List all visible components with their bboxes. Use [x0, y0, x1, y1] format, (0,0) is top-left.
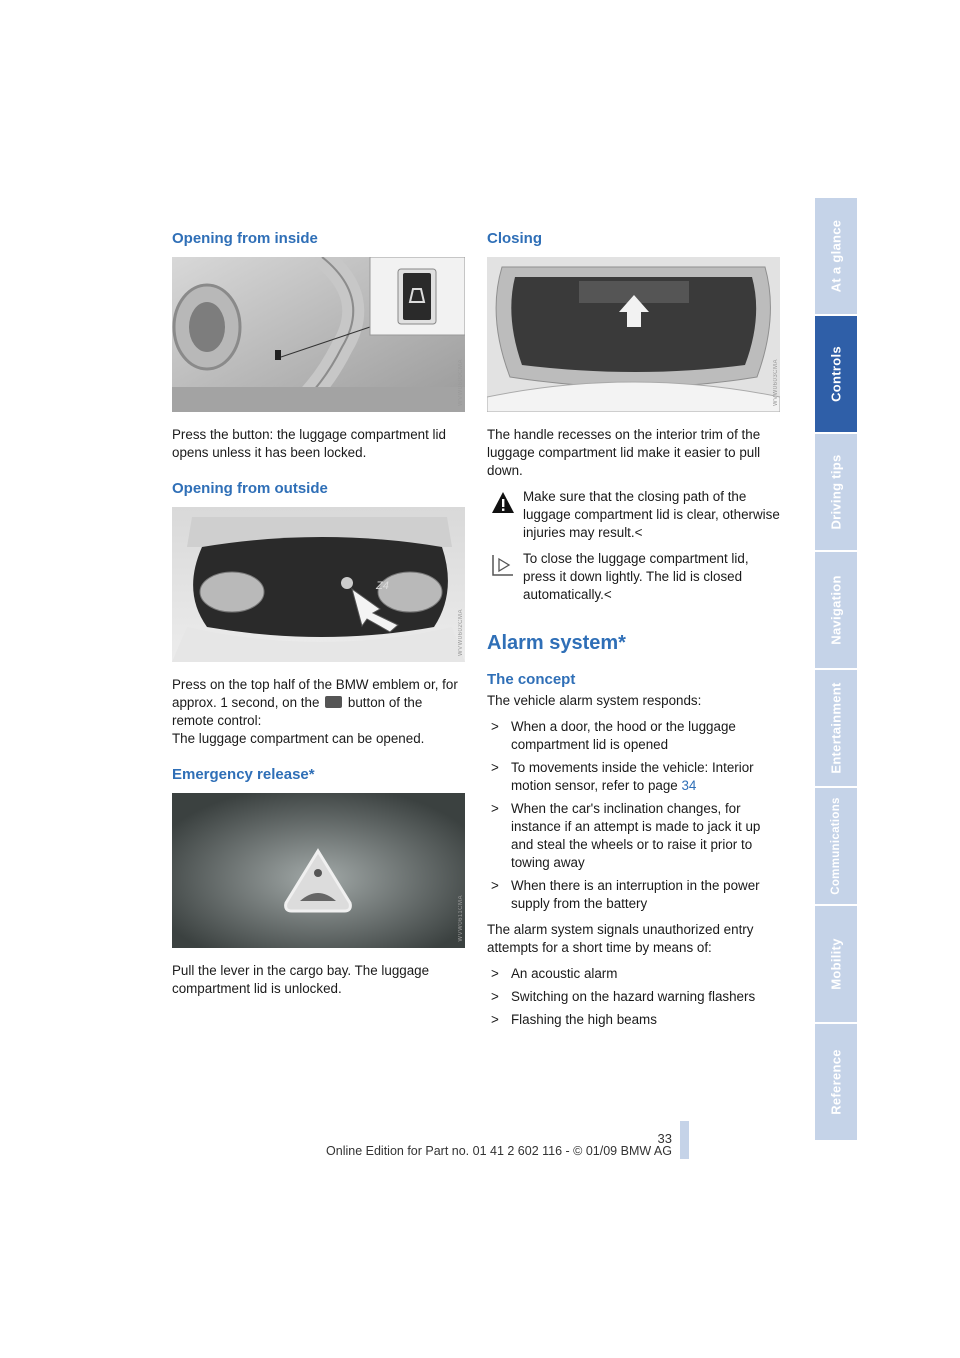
trunk-button-icon	[325, 696, 342, 708]
paragraph-closing: The handle recesses on the interior trim of the luggage compartment lid make it easier to pull down.	[487, 427, 761, 478]
tab-driving-tips[interactable]: Driving tips	[815, 434, 857, 552]
paragraph-opening-outside: Press on the top half of the BMW emblem or, for approx. 1 second, on the button of the remote control: The luggage compartment can be opened.	[172, 677, 458, 746]
tab-reference[interactable]: Reference	[815, 1024, 857, 1142]
alarm-signal-list	[487, 965, 782, 1029]
image-code: WVW0600CMA	[458, 358, 464, 406]
paragraph-alarm-intro: The vehicle alarm system responds:	[487, 693, 702, 708]
section-heading-alarm-system: Alarm system*	[487, 632, 626, 654]
image-code: WVW0602CMA	[458, 608, 464, 656]
figure-closing	[487, 257, 780, 412]
list-item: > Flashing the high beams	[491, 1012, 657, 1027]
footer-bar	[680, 1121, 689, 1159]
list-item: > An acoustic alarm	[491, 966, 618, 981]
subheading-concept: The concept	[487, 671, 576, 688]
figure-opening-inside	[172, 257, 465, 412]
list-item: > To movements inside the vehicle: Interior motion sensor, refer to page 34	[491, 760, 754, 793]
z4-badge: Z4	[376, 580, 389, 592]
page-number: 33	[657, 1131, 672, 1146]
tab-navigation[interactable]: Navigation	[815, 552, 857, 670]
alarm-trigger-list	[487, 718, 782, 913]
warning-triangle-icon	[491, 491, 515, 515]
image-code: WVW0611CMA	[458, 895, 464, 942]
page-link-34[interactable]: 34	[681, 778, 697, 793]
paragraph-alarm-signals: The alarm system signals unauthorized entry attempts for a short time by means of:	[487, 922, 754, 955]
right-column	[487, 230, 782, 1037]
list-item: > Switching on the hazard warning flashers	[491, 989, 756, 1004]
warning-note: Make sure that the closing path of the luggage compartment lid is clear, otherwise injuries may result.<	[487, 488, 782, 542]
image-code: WVW0603CMA	[773, 358, 779, 406]
footer-text: Online Edition for Part no. 01 41 2 602 116 - © 01/09 BMW AG	[326, 1144, 672, 1158]
note-corner-icon	[491, 553, 515, 577]
list-item: > When a door, the hood or the luggage compartment lid is opened	[491, 719, 736, 752]
chapter-tabs	[815, 198, 857, 1142]
section-heading-opening-inside: Opening from inside	[172, 230, 318, 247]
section-heading-emergency-release: Emergency release*	[172, 766, 315, 783]
paragraph-emergency-release: Pull the lever in the cargo bay. The luggage compartment lid is unlocked.	[172, 963, 430, 996]
tab-communications[interactable]: Communications	[815, 788, 857, 906]
figure-emergency-release	[172, 793, 465, 948]
section-heading-opening-outside: Opening from outside	[172, 480, 328, 497]
figure-opening-outside	[172, 507, 465, 662]
paragraph-opening-inside: Press the button: the luggage compartment lid opens unless it has been locked.	[172, 427, 446, 460]
tab-mobility[interactable]: Mobility	[815, 906, 857, 1024]
list-item: > When the car's inclination changes, for instance if an attempt is made to jack it up and steal the wheels or to raise it prior to towing away	[491, 801, 761, 870]
tab-at-a-glance[interactable]: At a glance	[815, 198, 857, 316]
left-column	[172, 230, 465, 1006]
tab-controls[interactable]: Controls	[815, 316, 857, 434]
list-item: > When there is an interruption in the power supply from the battery	[491, 878, 760, 911]
tab-entertainment[interactable]: Entertainment	[815, 670, 857, 788]
section-heading-closing: Closing	[487, 230, 542, 247]
info-note: To close the luggage compartment lid, press it down lightly. The lid is closed automatically.<	[487, 550, 782, 604]
